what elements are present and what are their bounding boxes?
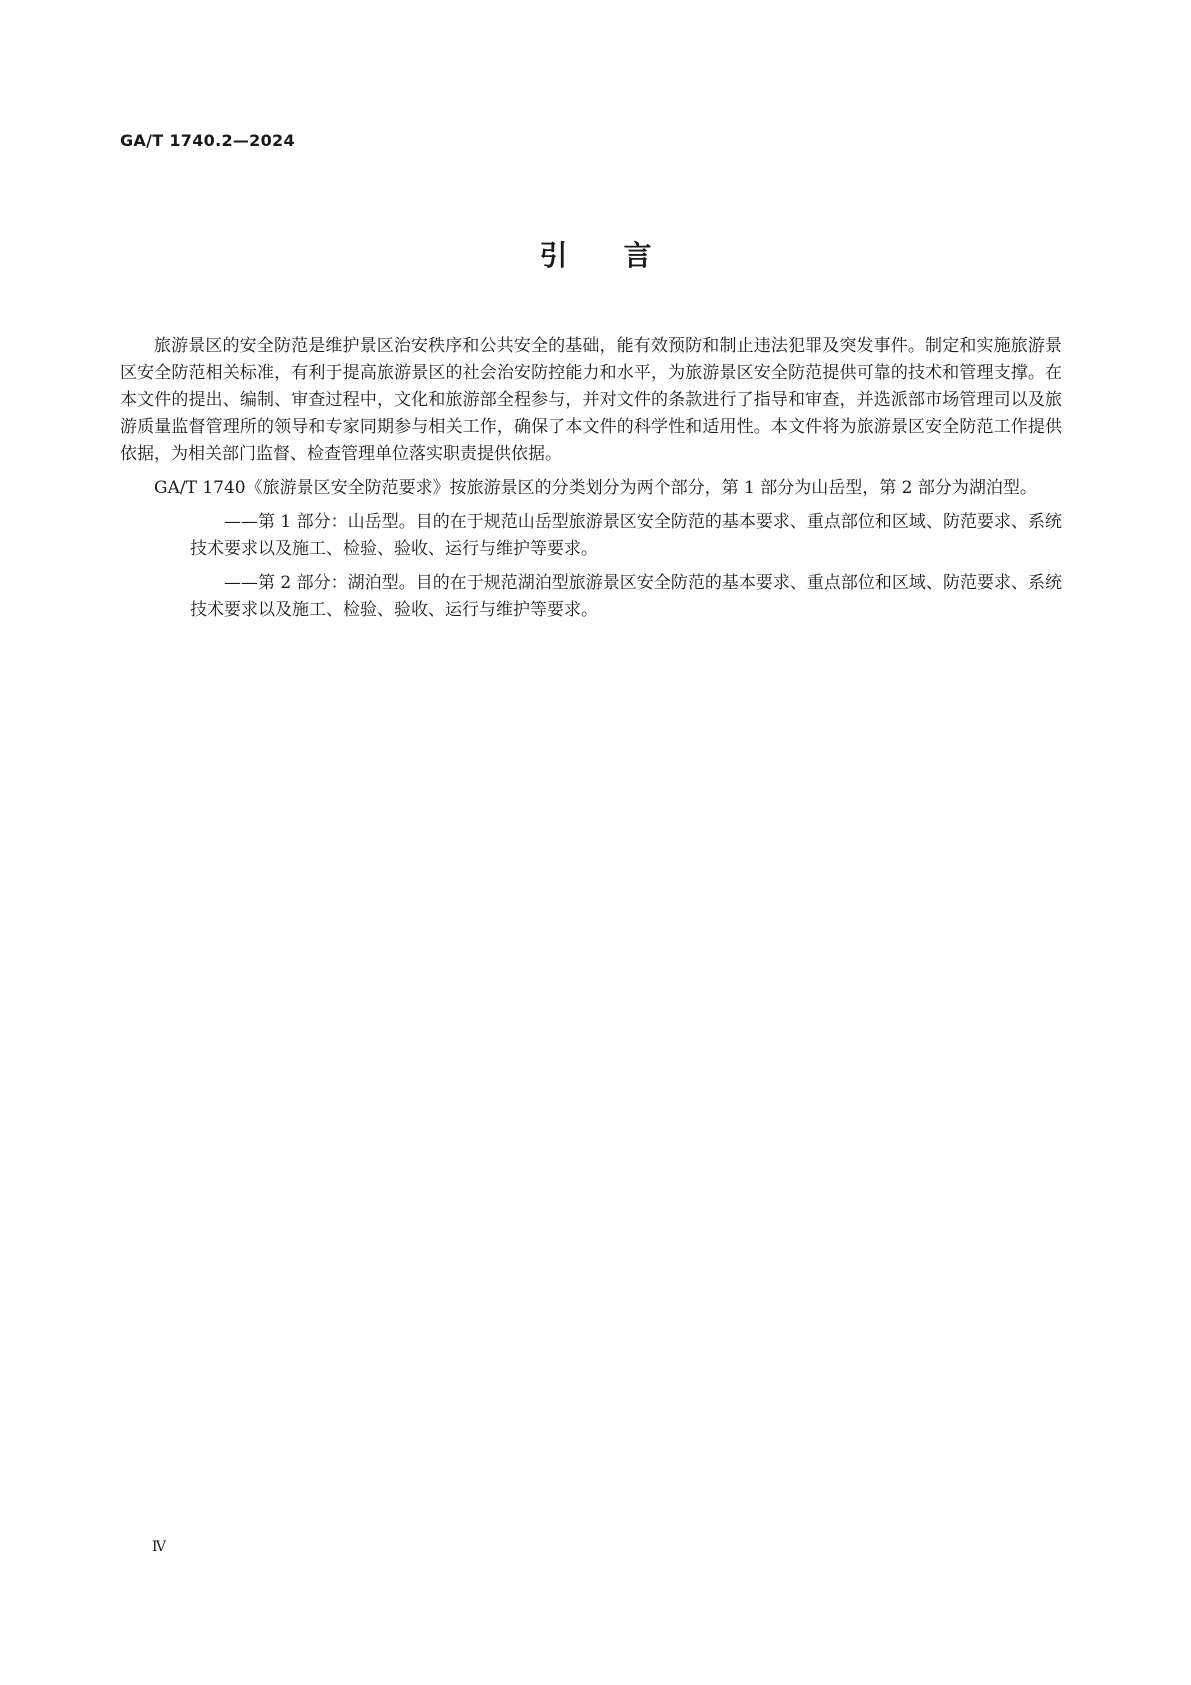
list-item-part-2: ——第 2 部分：湖泊型。目的在于规范湖泊型旅游景区安全防范的基本要求、重点部位和区域、防范要求、系统技术要求以及施工、检验、验收、运行与维护等要求。 bbox=[190, 573, 1062, 620]
intro-paragraph-2: GA/T 1740《旅游景区安全防范要求》按旅游景区的分类划分为两个部分，第 1 部分为山岳型，第 2 部分为湖泊型。 bbox=[154, 478, 1037, 498]
page-number: Ⅳ bbox=[152, 1539, 166, 1555]
intro-paragraph-1: 旅游景区的安全防范是维护景区治安秩序和公共安全的基础，能有效预防和制止违法犯罪及突发事件。制定和实施旅游景区安全防范相关标准，有利于提高旅游景区的社会治安防控能力和水平，为旅游景区安全防范提供可靠的技术和管理支撑。在本文件的提出、编制、审查过程中，文化和旅游部全程参与，并对文件的条款进行了指导和审查，并选派部市场管理司以及旅游质量监督管理所的领导和专家同期参与相关工作，确保了本文件的科学性和适用性。本文件将为旅游景区安全防范工作提供依据，为相关部门监督、检查管理单位落实职责提供依据。 bbox=[120, 336, 1062, 464]
section-title bbox=[0, 236, 1191, 276]
list-item-part-1: ——第 1 部分：山岳型。目的在于规范山岳型旅游景区安全防范的基本要求、重点部位和区域、防范要求、系统技术要求以及施工、检验、验收、运行与维护等要求。 bbox=[190, 512, 1062, 559]
section-title-char-2: 言 bbox=[623, 239, 652, 272]
introduction-body bbox=[120, 333, 1062, 624]
parts-list bbox=[120, 509, 1062, 624]
standard-code: GA/T 1740.2—2024 bbox=[120, 131, 295, 150]
section-title-char-1: 引 bbox=[539, 239, 568, 272]
